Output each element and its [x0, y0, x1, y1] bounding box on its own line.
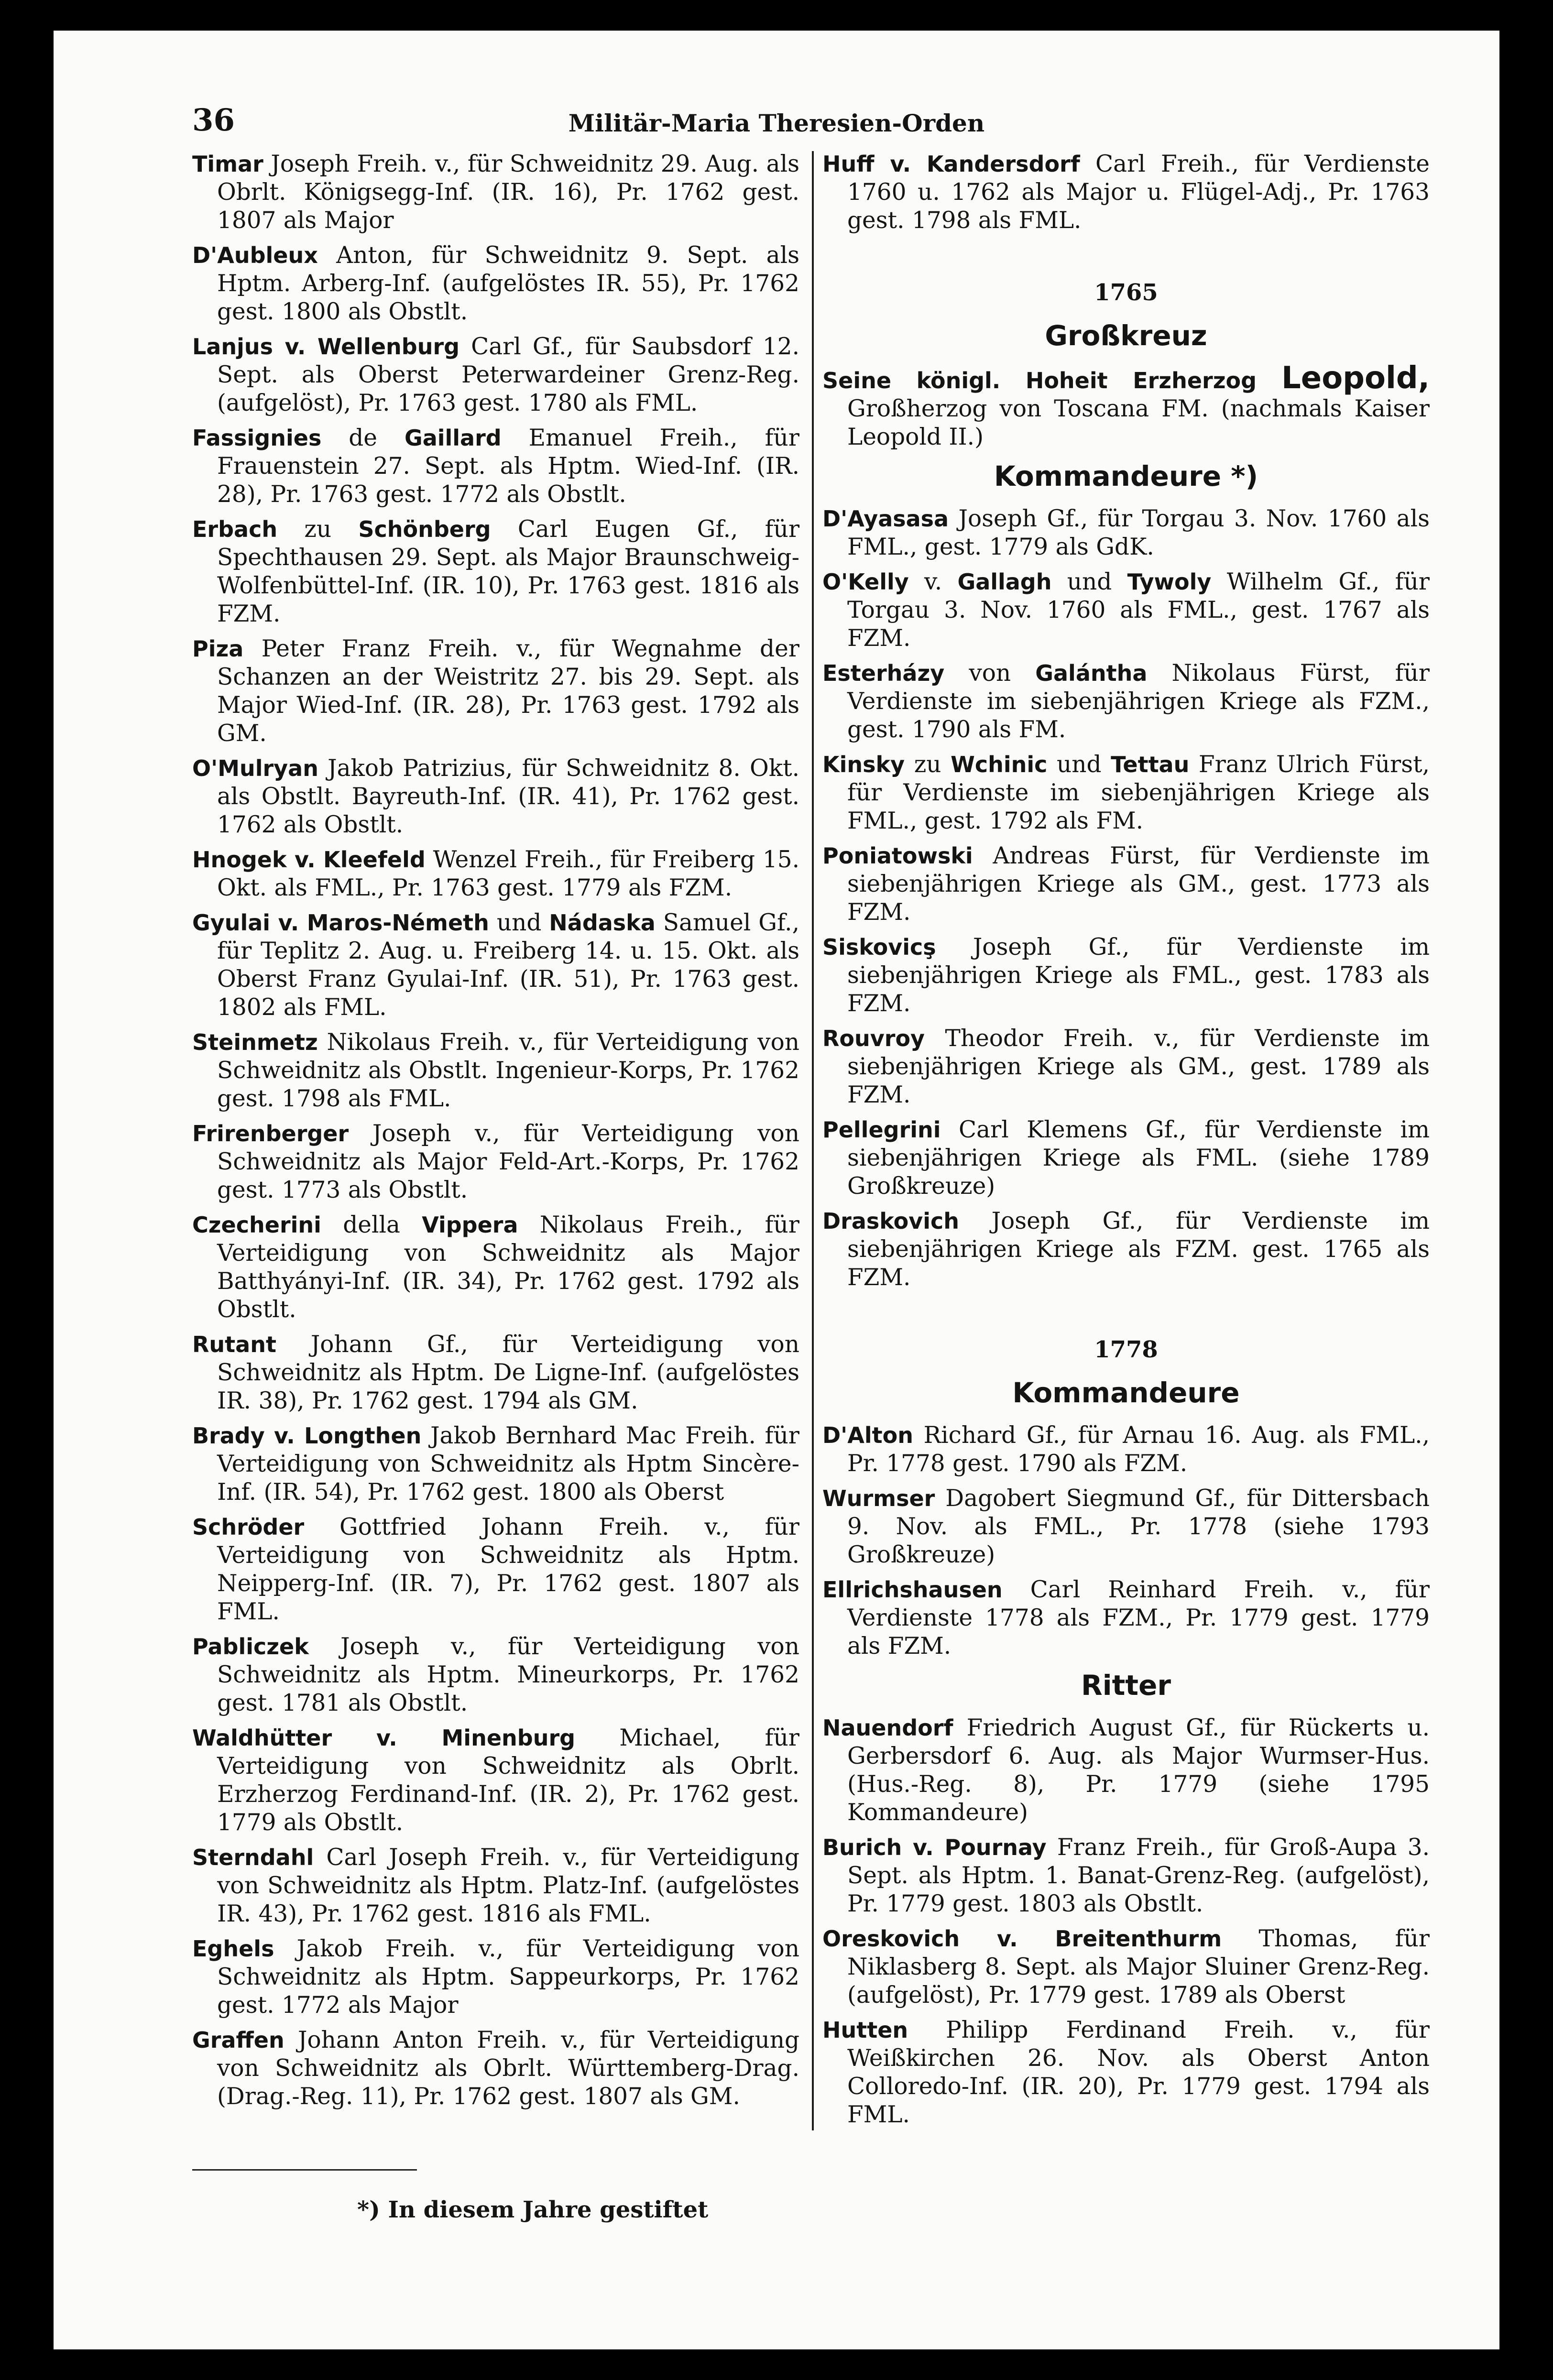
entry	[822, 842, 1430, 927]
grosskreuz-heading: Großkreuz	[1045, 319, 1207, 352]
entry-name: Rouvroy	[822, 1026, 925, 1051]
entry	[822, 1714, 1430, 1827]
entry-name: Rutant	[192, 1332, 276, 1357]
entry	[822, 505, 1430, 561]
footnote-rule	[192, 2169, 417, 2171]
entry-name: Erbach	[192, 516, 278, 542]
entry-name: Hutten	[822, 2017, 908, 2043]
entry	[822, 1925, 1430, 2009]
entry	[822, 933, 1430, 1018]
column-divider	[812, 151, 814, 2130]
entry-big-name: Leopold,	[1281, 360, 1430, 396]
entry-text: Thomas, für Niklasberg 8. Sept. als Major Sluiner Grenz-Reg. (aufgelöst), Pr. 1779 gest. 1789 als Oberst	[847, 1925, 1430, 2009]
entry-text: Carl Reinhard Freih. v., für Verdienste 1778 als FZM., Pr. 1779 gest. 1779 als FZM.	[847, 1576, 1430, 1659]
year-heading-1765: 1765	[1094, 279, 1158, 306]
entry-text: Theodor Freih. v., für Verdienste im siebenjährigen Kriege als GM., gest. 1789 als FZM.	[847, 1025, 1430, 1108]
entry-name: Frirenberger	[192, 1121, 349, 1146]
entry-name: Piza	[192, 636, 244, 662]
entry-text: Andreas Fürst, für Verdienste im siebenjährigen Kriege als GM., gest. 1773 als FZM.	[847, 842, 1430, 926]
entry-name: Eghels	[192, 1936, 274, 1962]
entry-name: Siskovicş	[822, 934, 936, 960]
entry-text: Jakob Bernhard Mac Freih. für Verteidigung von Schweidnitz als Hptm Sincère-Inf. (IR. 54), Pr. 1762 gest. 1800 als Oberst	[217, 1422, 799, 1506]
entry	[192, 909, 799, 1022]
entry-text: Großherzog von Toscana FM. (nachmals Kaiser Leopold II.)	[847, 395, 1430, 450]
entry-text: Samuel Gf., für Teplitz 2. Aug. u. Freiberg 14. u. 15. Okt. als Oberst Franz Gyulai-Inf. (IR. 51), Pr. 1763 gest. 1802 als FML.	[217, 909, 800, 1021]
entry-text: Gottfried Johann Freih. v., für Verteidigung von Schweidnitz als Hptm. Neipperg-Inf. (IR. 7), Pr. 1762 gest. 1807 als FML.	[217, 1514, 799, 1625]
entry-text: Emanuel Freih., für Frauenstein 27. Sept. als Hptm. Wied-Inf. (IR. 28), Pr. 1763 gest. 1772 als Obstlt.	[217, 425, 799, 508]
entry-name: Huff v. Kandersdorf	[822, 151, 1080, 177]
entry	[192, 333, 799, 417]
ritter-1778-list	[822, 1714, 1430, 2129]
entry	[192, 2026, 799, 2111]
entry-name: Czecherini	[192, 1212, 321, 1238]
entry-text: Michael, für Verteidigung von Schweidnitz als Obrlt. Erzherzog Ferdinand-Inf. (IR. 2), Pr. 1762 gest. 1779 als Obstlt.	[217, 1725, 799, 1836]
entry-name: Poniatowski	[822, 843, 973, 869]
entry	[192, 1211, 799, 1324]
entry	[192, 754, 799, 839]
entry	[192, 1844, 799, 1928]
entry-text: zu	[905, 751, 951, 778]
entry-text: v.	[908, 568, 958, 595]
footnote: *) In diesem Jahre gestiftet	[357, 2196, 709, 2223]
entry-text: Joseph Gf., für Torgau 3. Nov. 1760 als FML., gest. 1779 als GdK.	[847, 505, 1430, 560]
entry	[192, 1422, 799, 1507]
entry-text: Nikolaus Freih. v., für Verteidigung von Schweidnitz als Obstlt. Ingenieur-Korps, Pr. 1762 gest. 1798 als FML.	[217, 1029, 799, 1112]
entry	[192, 241, 799, 326]
entry-name: Vippera	[422, 1212, 518, 1238]
entry	[192, 1724, 799, 1837]
entry-name: Graffen	[192, 2027, 284, 2053]
ritter-heading: Ritter	[1081, 1669, 1171, 1702]
left-column	[192, 150, 799, 2118]
entry-text: della	[321, 1212, 422, 1238]
entry-text: und	[1051, 568, 1127, 595]
entry	[192, 846, 799, 902]
entry-name: Seine königl. Hoheit Erzherzog	[822, 368, 1257, 393]
entry	[192, 150, 799, 235]
entry-name: Wchinic	[951, 752, 1048, 777]
entry-name: O'Kelly	[822, 569, 909, 595]
entry-text: Philipp Ferdinand Freih. v., für Weißkirchen 26. Nov. als Oberst Anton Colloredo-Inf. (IR. 20), Pr. 1779 gest. 1794 als FML.	[847, 2017, 1430, 2128]
entry-name: Gaillard	[404, 425, 502, 451]
entry-text: Richard Gf., für Arnau 16. Aug. als FML., Pr. 1778 gest. 1790 als FZM.	[847, 1422, 1430, 1477]
entry-text: Carl Eugen Gf., für Spechthausen 29. Sept. als Major Braunschweig-Wolfenbüttel-Inf. (IR. 10), Pr. 1763 gest. 1816 als FZM.	[217, 516, 800, 627]
entry-name: D'Ayasasa	[822, 506, 949, 532]
entry-name: D'Alton	[822, 1422, 913, 1448]
entry-text: und	[1047, 751, 1111, 778]
entry-name: Schönberg	[358, 516, 491, 542]
entry-name: Lanjus v. Wellenburg	[192, 334, 460, 360]
entry-text: de	[321, 425, 405, 451]
entry-name: D'Aubleux	[192, 242, 318, 268]
entry	[822, 2016, 1430, 2129]
entry	[822, 1421, 1430, 1478]
entry-text: Nikolaus Freih., für Verteidigung von Schweidnitz als Major Batthyányi-Inf. (IR. 34), Pr. 1762 gest. 1792 als Obstlt.	[217, 1212, 799, 1323]
entry	[192, 635, 799, 748]
entry-text: Franz Freih., für Groß-Aupa 3. Sept. als Hptm. 1. Banat-Grenz-Reg. (aufgelöst), Pr. 1779 gest. 1803 als Obstlt.	[847, 1834, 1430, 1917]
running-title: Militär-Maria Theresien-Orden	[568, 109, 985, 137]
entry	[822, 1207, 1430, 1292]
right-column	[822, 150, 1430, 2136]
entry	[192, 515, 799, 628]
kommandeure-1765-list	[822, 505, 1430, 1292]
entry-text: Wilhelm Gf., für Torgau 3. Nov. 1760 als FML., gest. 1767 als FZM.	[847, 568, 1430, 652]
entry-text: zu	[277, 516, 359, 543]
entry-name: Tywoly	[1127, 569, 1212, 595]
entry-text: von	[944, 660, 1036, 687]
entry-text: Carl Freih., für Verdienste 1760 u. 1762 als Major u. Flügel-Adj., Pr. 1763 gest. 1798 als FML.	[847, 151, 1430, 234]
entry-name: Gyulai v. Maros-Németh	[192, 910, 489, 936]
entry	[822, 1834, 1430, 1918]
entry	[192, 424, 799, 509]
entry-text: Joseph Freih. v., für Schweidnitz 29. Aug. als Obrlt. Königsegg-Inf. (IR. 16), Pr. 1762 gest. 1807 als Major	[217, 151, 799, 234]
entry-name: Brady v. Longthen	[192, 1423, 422, 1449]
entry	[822, 1576, 1430, 1660]
entry	[192, 1935, 799, 2020]
entry-name: Tettau	[1111, 752, 1190, 777]
entry	[822, 150, 1430, 235]
entry-text: Carl Joseph Freih. v., für Verteidigung von Schweidnitz als Hptm. Platz-Inf. (aufgelöstes IR. 43), Pr. 1762 gest. 1816 als FML.	[217, 1844, 799, 1927]
entry-text: Johann Gf., für Verteidigung von Schweidnitz als Hptm. De Ligne-Inf. (aufgelöstes IR. 38), Pr. 1762 gest. 1794 als GM.	[217, 1331, 799, 1414]
page-number: 36	[192, 102, 235, 138]
entry-name: Hnogek v. Kleefeld	[192, 847, 426, 873]
entry	[822, 1025, 1430, 1109]
entry-name: Fassignies	[192, 425, 322, 451]
entry	[822, 1485, 1430, 1569]
entry-text: Joseph v., für Verteidigung von Schweidnitz als Hptm. Mineurkorps, Pr. 1762 gest. 1781 als Obstlt.	[217, 1633, 799, 1716]
entry	[192, 1028, 799, 1113]
entry-text: Anton, für Schweidnitz 9. Sept. als Hptm. Arberg-Inf. (aufgelöstes IR. 55), Pr. 1762 gest. 1800 als Obstlt.	[217, 242, 799, 325]
entry-text: Jakob Patrizius, für Schweidnitz 8. Okt. als Obstlt. Bayreuth-Inf. (IR. 41), Pr. 1762 gest. 1762 als Obstlt.	[217, 755, 799, 838]
entry-name: Sterndahl	[192, 1845, 314, 1870]
grosskreuz-entry	[822, 360, 1430, 451]
entry	[822, 659, 1430, 744]
kommandeure-1778-heading: Kommandeure	[1012, 1376, 1240, 1409]
entry	[822, 568, 1430, 653]
entry-name: Schröder	[192, 1514, 305, 1540]
entry	[192, 1120, 799, 1204]
entry-text: Joseph Gf., für Verdienste im siebenjährigen Kriege als FZM. gest. 1765 als FZM.	[847, 1208, 1430, 1291]
entry-name: Gallagh	[957, 569, 1052, 595]
entry	[192, 1513, 799, 1626]
entry-name: Steinmetz	[192, 1029, 318, 1055]
entry-name: Oreskovich v. Breitenthurm	[822, 1926, 1222, 1952]
entry-name: Galántha	[1035, 660, 1148, 686]
entry-text: Joseph v., für Verteidigung von Schweidnitz als Major Feld-Art.-Korps, Pr. 1762 gest. 1773 als Obstlt.	[217, 1120, 799, 1203]
entry-name: Nauendorf	[822, 1715, 953, 1741]
entry-name: Pellegrini	[822, 1117, 941, 1143]
entry-name: Draskovich	[822, 1208, 960, 1234]
entry-name: Kinsky	[822, 752, 905, 777]
entry-name: Nádaska	[549, 910, 656, 936]
entry-name: Esterházy	[822, 660, 945, 686]
entry	[192, 1633, 799, 1717]
year-heading-1778: 1778	[1094, 1336, 1158, 1363]
entry-text: Nikolaus Fürst, für Verdienste im siebenjährigen Kriege als FZM., gest. 1790 als FM.	[847, 660, 1430, 743]
entry	[192, 1331, 799, 1415]
entry-text: Joseph Gf., für Verdienste im siebenjährigen Kriege als FML., gest. 1783 als FZM.	[847, 934, 1430, 1017]
entry-text: Carl Gf., für Saubsdorf 12. Sept. als Oberst Peterwardeiner Grenz-Reg. (aufgelöst), Pr. 1763 gest. 1780 als FML.	[217, 333, 799, 416]
entry	[822, 751, 1430, 835]
entry	[822, 1116, 1430, 1201]
book-page	[54, 31, 1499, 2349]
entry-text: Carl Klemens Gf., für Verdienste im siebenjährigen Kriege als FML. (siehe 1789 Großkreuze)	[847, 1116, 1430, 1200]
entry-name: Burich v. Pournay	[822, 1834, 1047, 1860]
entry-text: Friedrich August Gf., für Rückerts u. Gerbersdorf 6. Aug. als Major Wurmser-Hus. (Hus.-Reg. 8), Pr. 1779 (siehe 1795 Kommandeure)	[847, 1714, 1430, 1826]
entry-text: Wenzel Freih., für Freiberg 15. Okt. als FML., Pr. 1763 gest. 1779 als FZM.	[217, 846, 799, 901]
entry-name: Pabliczek	[192, 1634, 309, 1659]
entry-name: Wurmser	[822, 1485, 935, 1511]
entry-name: Waldhütter v. Minenburg	[192, 1725, 576, 1751]
entry-text: Jakob Freih. v., für Verteidigung von Schweidnitz als Hptm. Sappeurkorps, Pr. 1762 gest. 1772 als Major	[217, 1935, 799, 2019]
entry-text: und	[489, 909, 549, 936]
entry-name: Timar	[192, 151, 263, 177]
kommandeure-1765-heading: Kommandeure *)	[994, 460, 1258, 492]
entry-name: Ellrichshausen	[822, 1577, 1003, 1603]
entry-text: Johann Anton Freih. v., für Verteidigung von Schweidnitz als Obrlt. Württemberg-Drag. (Drag.-Reg. 11), Pr. 1762 gest. 1807 als GM.	[217, 2027, 799, 2110]
entry-text: Franz Ulrich Fürst, für Verdienste im siebenjährigen Kriege als FML., gest. 1792 als FM.	[847, 751, 1430, 834]
entry-text: Dagobert Siegmund Gf., für Dittersbach 9. Nov. als FML., Pr. 1778 (siehe 1793 Großkreuze)	[847, 1485, 1430, 1568]
entry-text: Peter Franz Freih. v., für Wegnahme der Schanzen an der Weistritz 27. bis 29. Sept. als Major Wied-Inf. (IR. 28), Pr. 1763 gest. 1792 als GM.	[217, 635, 799, 747]
kommandeure-1778-list	[822, 1421, 1430, 1660]
entry-name: O'Mulryan	[192, 755, 318, 781]
